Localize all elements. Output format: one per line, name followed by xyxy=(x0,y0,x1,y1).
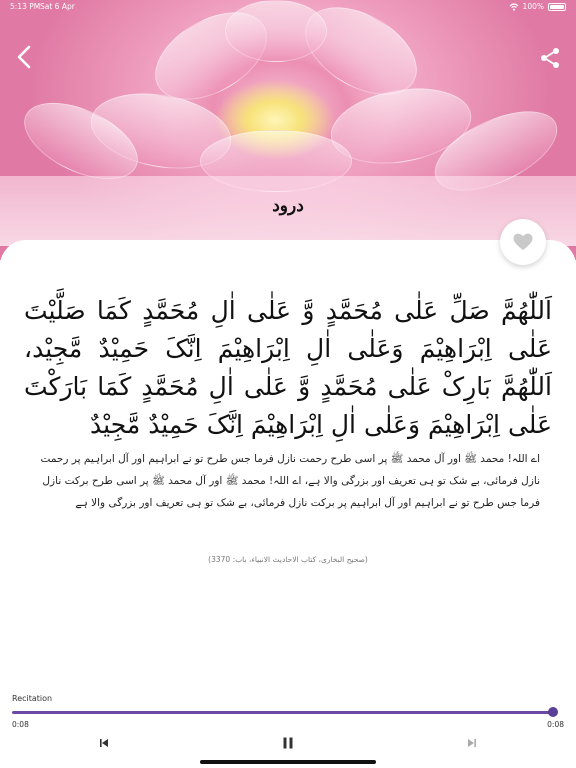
elapsed-time: 0:08 xyxy=(12,720,29,729)
arabic-text: اَللّٰھُمَّ صَلِّ عَلٰی مُحَمَّدٍ وَّ عَلٰی اٰلِ مُحَمَّدٍ کَمَا صَلَّیْتَ عَلٰی اِبْرَاھِیْمَ وَعَلٰی اٰلِ اِبْرَاھِیْمَ اِنَّکَ حَمِیْدٌ مَّجِیْد، اَللّٰھُمَّ بَارِکْ عَلٰی مُحَمَّدٍ وَّ عَلٰی اٰلِ مُحَمَّدٍ کَمَا بَارَکْتَ عَلٰی اِبْرَاھِیْمَ وَعَلٰی اٰلِ اِبْرَاھِیْمَ اِنَّکَ حَمِیْدٌ مَّجِیْدٌ xyxy=(24,296,552,439)
skip-next-icon xyxy=(464,735,480,751)
skip-previous-icon xyxy=(96,735,112,751)
status-bar xyxy=(0,0,576,14)
progress-track[interactable] xyxy=(12,711,553,714)
heart-icon xyxy=(513,233,533,251)
share-icon xyxy=(538,46,562,70)
share-button[interactable] xyxy=(538,46,562,70)
previous-button[interactable] xyxy=(96,735,112,751)
pause-icon xyxy=(280,735,296,751)
battery-icon xyxy=(548,3,566,11)
favorite-button[interactable] xyxy=(500,219,546,265)
home-indicator xyxy=(200,760,376,764)
chevron-left-icon xyxy=(14,44,36,70)
urdu-translation: اے اللہ! محمد ﷺ اور آل محمد ﷺ پر اسی طرح رحمت نازل فرما جس طرح تو نے ابراہیم اور آل ابراہیم پر رحمت نازل فرمائی، بے شک تو ہی تعریف اور بزرگی والا ہے، اے اللہ! محمد ﷺ اور آل محمد ﷺ پر اسی طرح برکت نازل فرما جس طرح تو نے ابراہیم اور آل ابراہیم پر برکت نازل فرمائی، بے شک تو ہی تعریف اور بزرگی والا ہے xyxy=(40,453,540,509)
pause-button[interactable] xyxy=(280,735,296,751)
total-time: 0:08 xyxy=(547,720,564,729)
battery-percent: 100% xyxy=(522,2,544,11)
progress-thumb[interactable] xyxy=(548,707,558,717)
recitation-label: Recitation xyxy=(12,694,53,703)
status-indicators xyxy=(509,0,566,14)
status-time: 5:13 PM xyxy=(10,2,41,11)
next-button[interactable] xyxy=(464,735,480,751)
back-button[interactable] xyxy=(14,44,36,70)
page-title: درود xyxy=(272,196,304,216)
status-date: Sat 6 Apr xyxy=(40,2,75,11)
hadith-reference: (صحیح البخاری، کتاب الاحادیث الانبیاء، باب: 3370) xyxy=(208,555,368,564)
wifi-icon xyxy=(509,3,519,11)
